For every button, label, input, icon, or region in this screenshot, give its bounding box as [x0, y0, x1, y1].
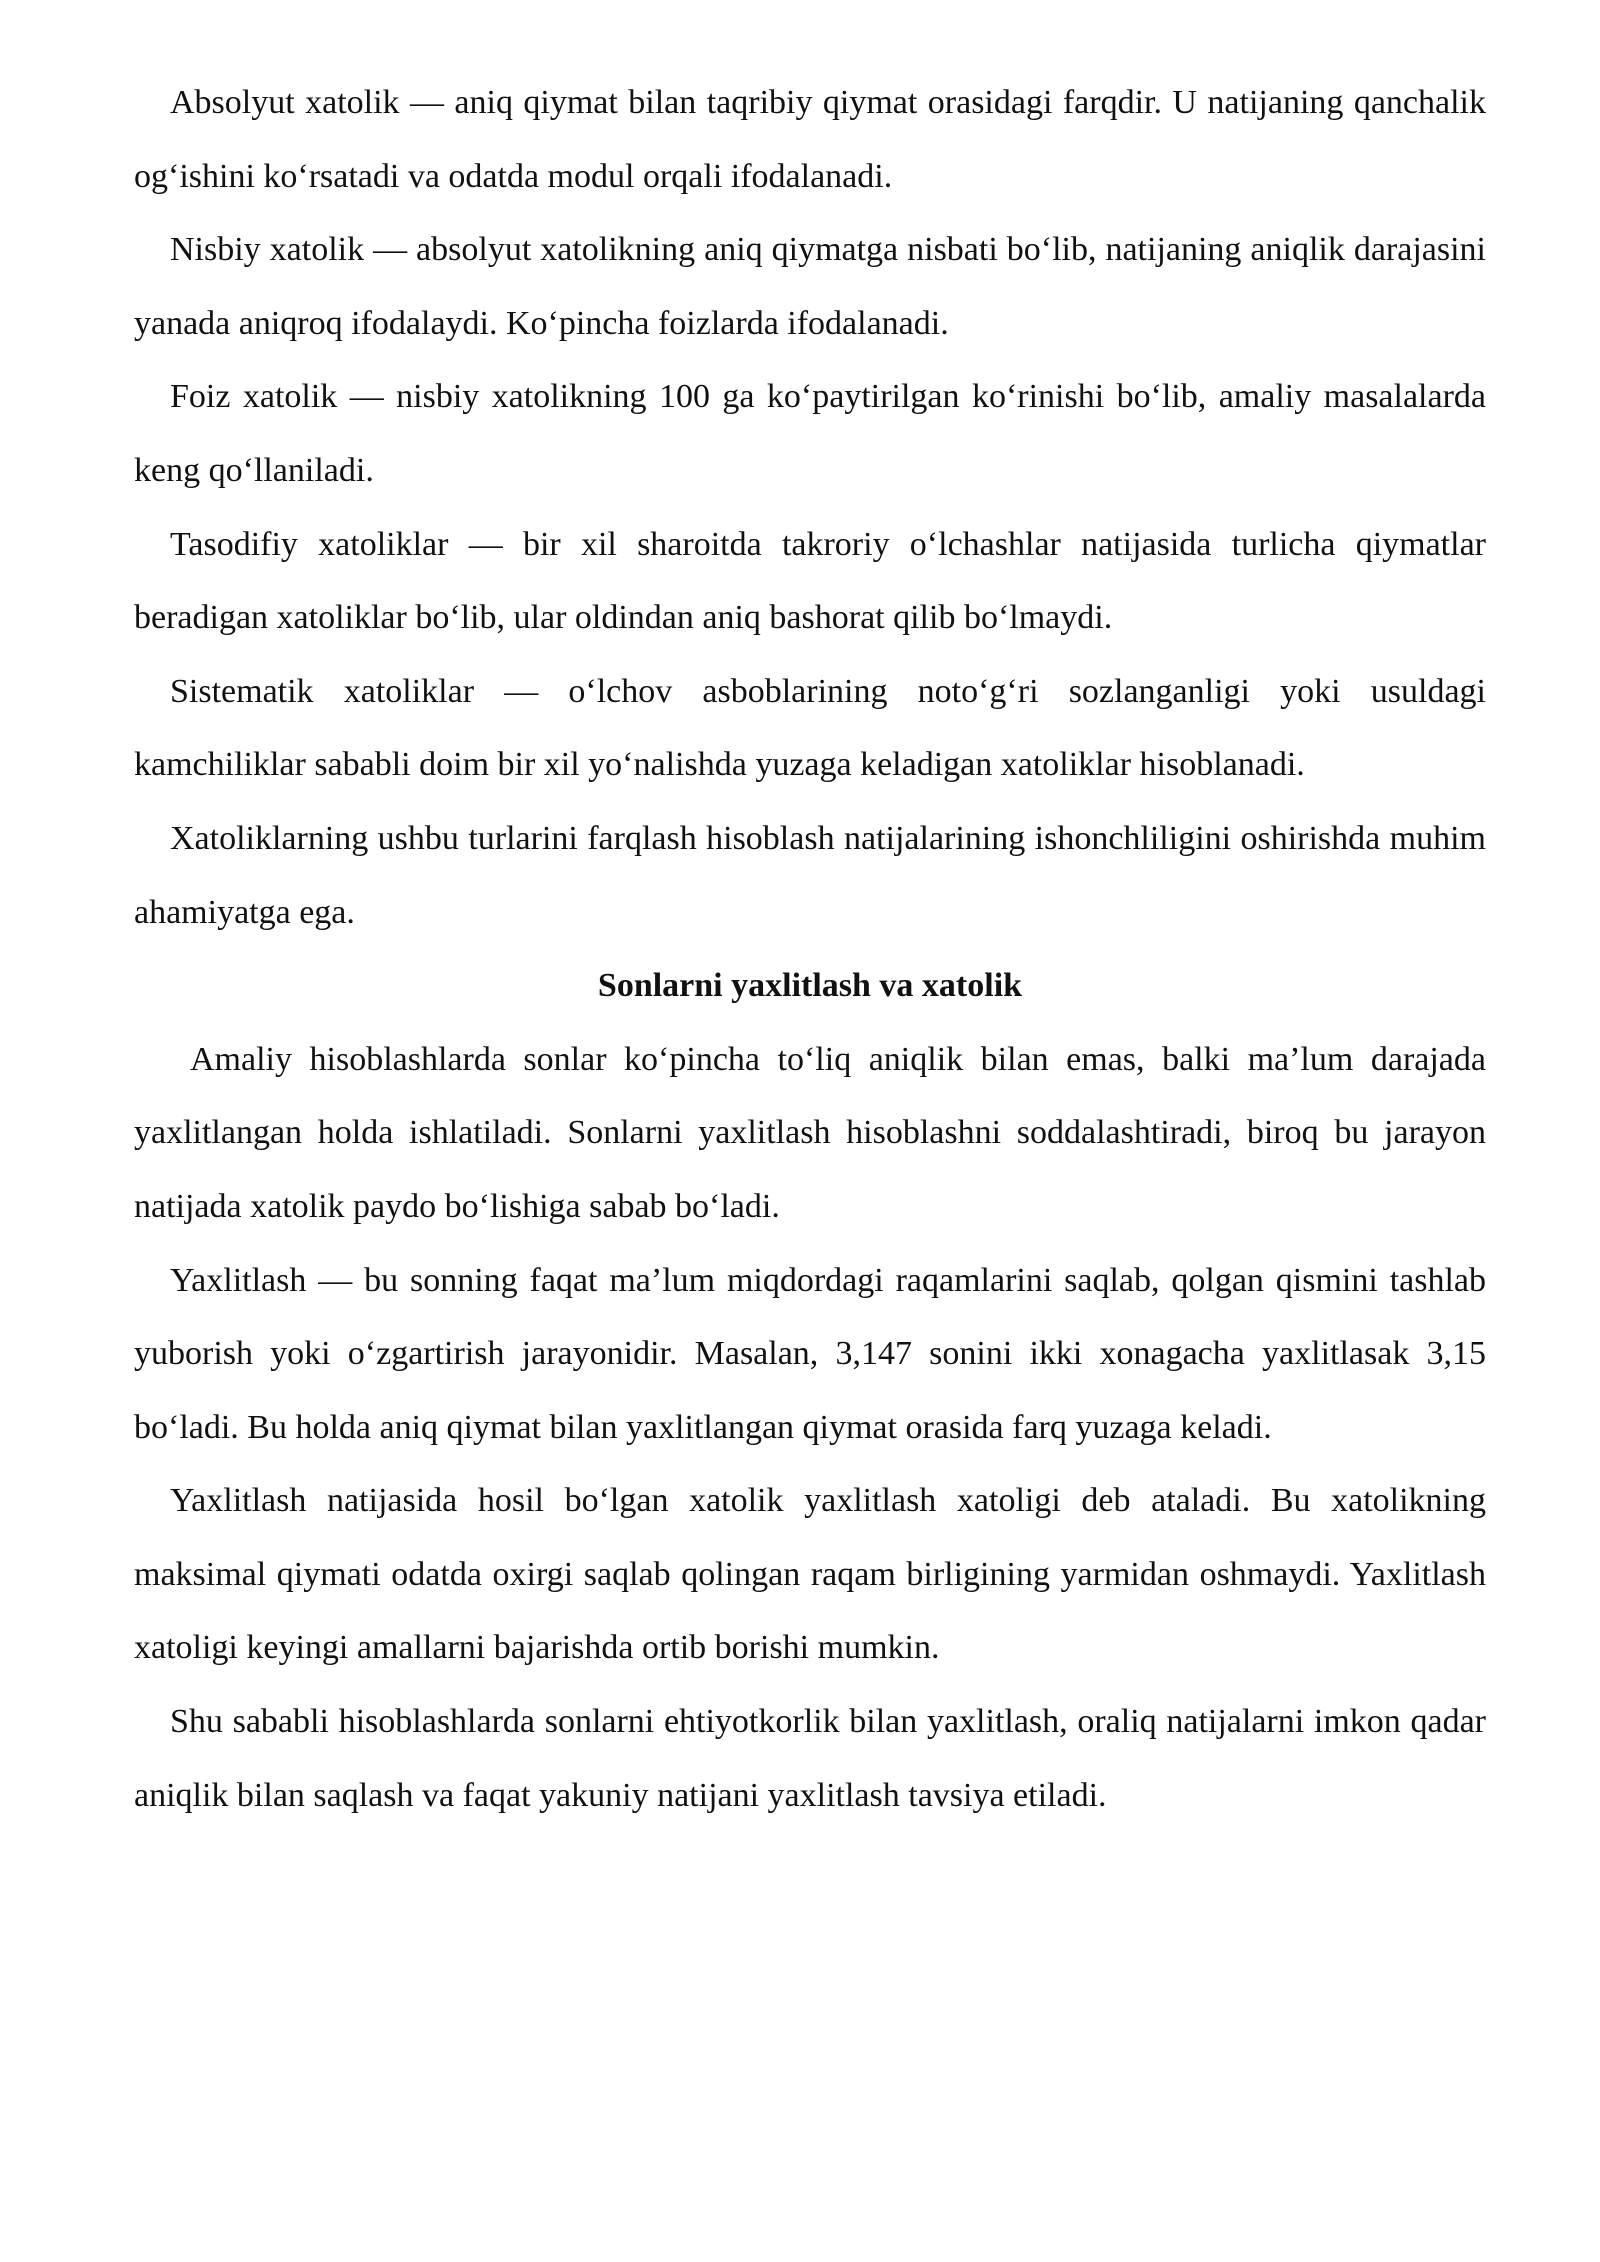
paragraph-systematic-errors: Sistematik xatoliklar — o‘lchov asboblarining noto‘g‘ri sozlanganligi yoki usuldagi kamchiliklar sababli doim bir xil yo‘nalishda yuzaga keladigan xatoliklar hisoblanadi.: [134, 672, 1486, 784]
paragraph-percent-error: Foiz xatolik — nisbiy xatolikning 100 ga ko‘paytirilgan ko‘rinishi bo‘lib, amaliy masalalarda keng qo‘llaniladi.: [134, 378, 1486, 489]
section-heading: Sonlarni yaxlitlash va xatolik: [597, 967, 1023, 1005]
paragraph-absolute-error: Absolyut xatolik — aniq qiymat bilan taqribiy qiymat orasidagi farqdir. U natijaning qanchalik og‘ishini ko‘rsatadi va odatda modul orqali ifodalanadi.: [134, 84, 1486, 195]
paragraph-error-types-summary: Xatoliklarning ushbu turlarini farqlash hisoblash natijalarining ishonchliligini oshirishda muhim ahamiyatga ega.: [134, 819, 1486, 931]
paragraph-rounding-definition: Yaxlitlash — bu sonning faqat ma’lum miqdordagi raqamlarini saqlab, qolgan qismini tashlab yuborish yoki o‘zgartirish jarayonidir. Masalan, 3,147 sonini ikki xonagacha yaxlitlasak 3,15 bo‘ladi. Bu holda aniq qiymat bilan yaxlitlangan qiymat orasida farq yuzaga keladi.: [134, 1261, 1486, 1446]
document-body: [134, 66, 1486, 1832]
paragraph-random-errors: Tasodifiy xatoliklar — bir xil sharoitda takroriy o‘lchashlar natijasida turlicha qiymatlar beradigan xatoliklar bo‘lib, ular oldindan aniq bashorat qilib bo‘lmaydi.: [134, 525, 1486, 637]
paragraph-rounding-recommendation: Shu sababli hisoblashlarda sonlarni ehtiyotkorlik bilan yaxlitlash, oraliq natijalarni imkon qadar aniqlik bilan saqlash va faqat yakuniy natijani yaxlitlash tavsiya etiladi.: [134, 1703, 1486, 1814]
paragraph-rounding-error: Yaxlitlash natijasida hosil bo‘lgan xatolik yaxlitlash xatoligi deb ataladi. Bu xatolikning maksimal qiymati odatda oxirgi saqlab qolingan raqam birligining yarmidan oshmaydi. Yaxlitlash xatoligi keyingi amallarni bajarishda ortib borishi mumkin.: [134, 1482, 1486, 1667]
paragraph-rounding-intro: Amaliy hisoblashlarda sonlar ko‘pincha to‘liq aniqlik bilan emas, balki ma’lum darajada yaxlitlangan holda ishlatiladi. Sonlarni yaxlitlash hisoblashni soddalashtiradi, biroq bu jarayon natijada xatolik paydo bo‘lishiga sabab bo‘ladi.: [134, 1040, 1486, 1225]
paragraph-relative-error: Nisbiy xatolik — absolyut xatolikning aniq qiymatga nisbati bo‘lib, natijaning aniqlik darajasini yanada aniqroq ifodalaydi. Ko‘pincha foizlarda ifodalanadi.: [134, 231, 1486, 342]
